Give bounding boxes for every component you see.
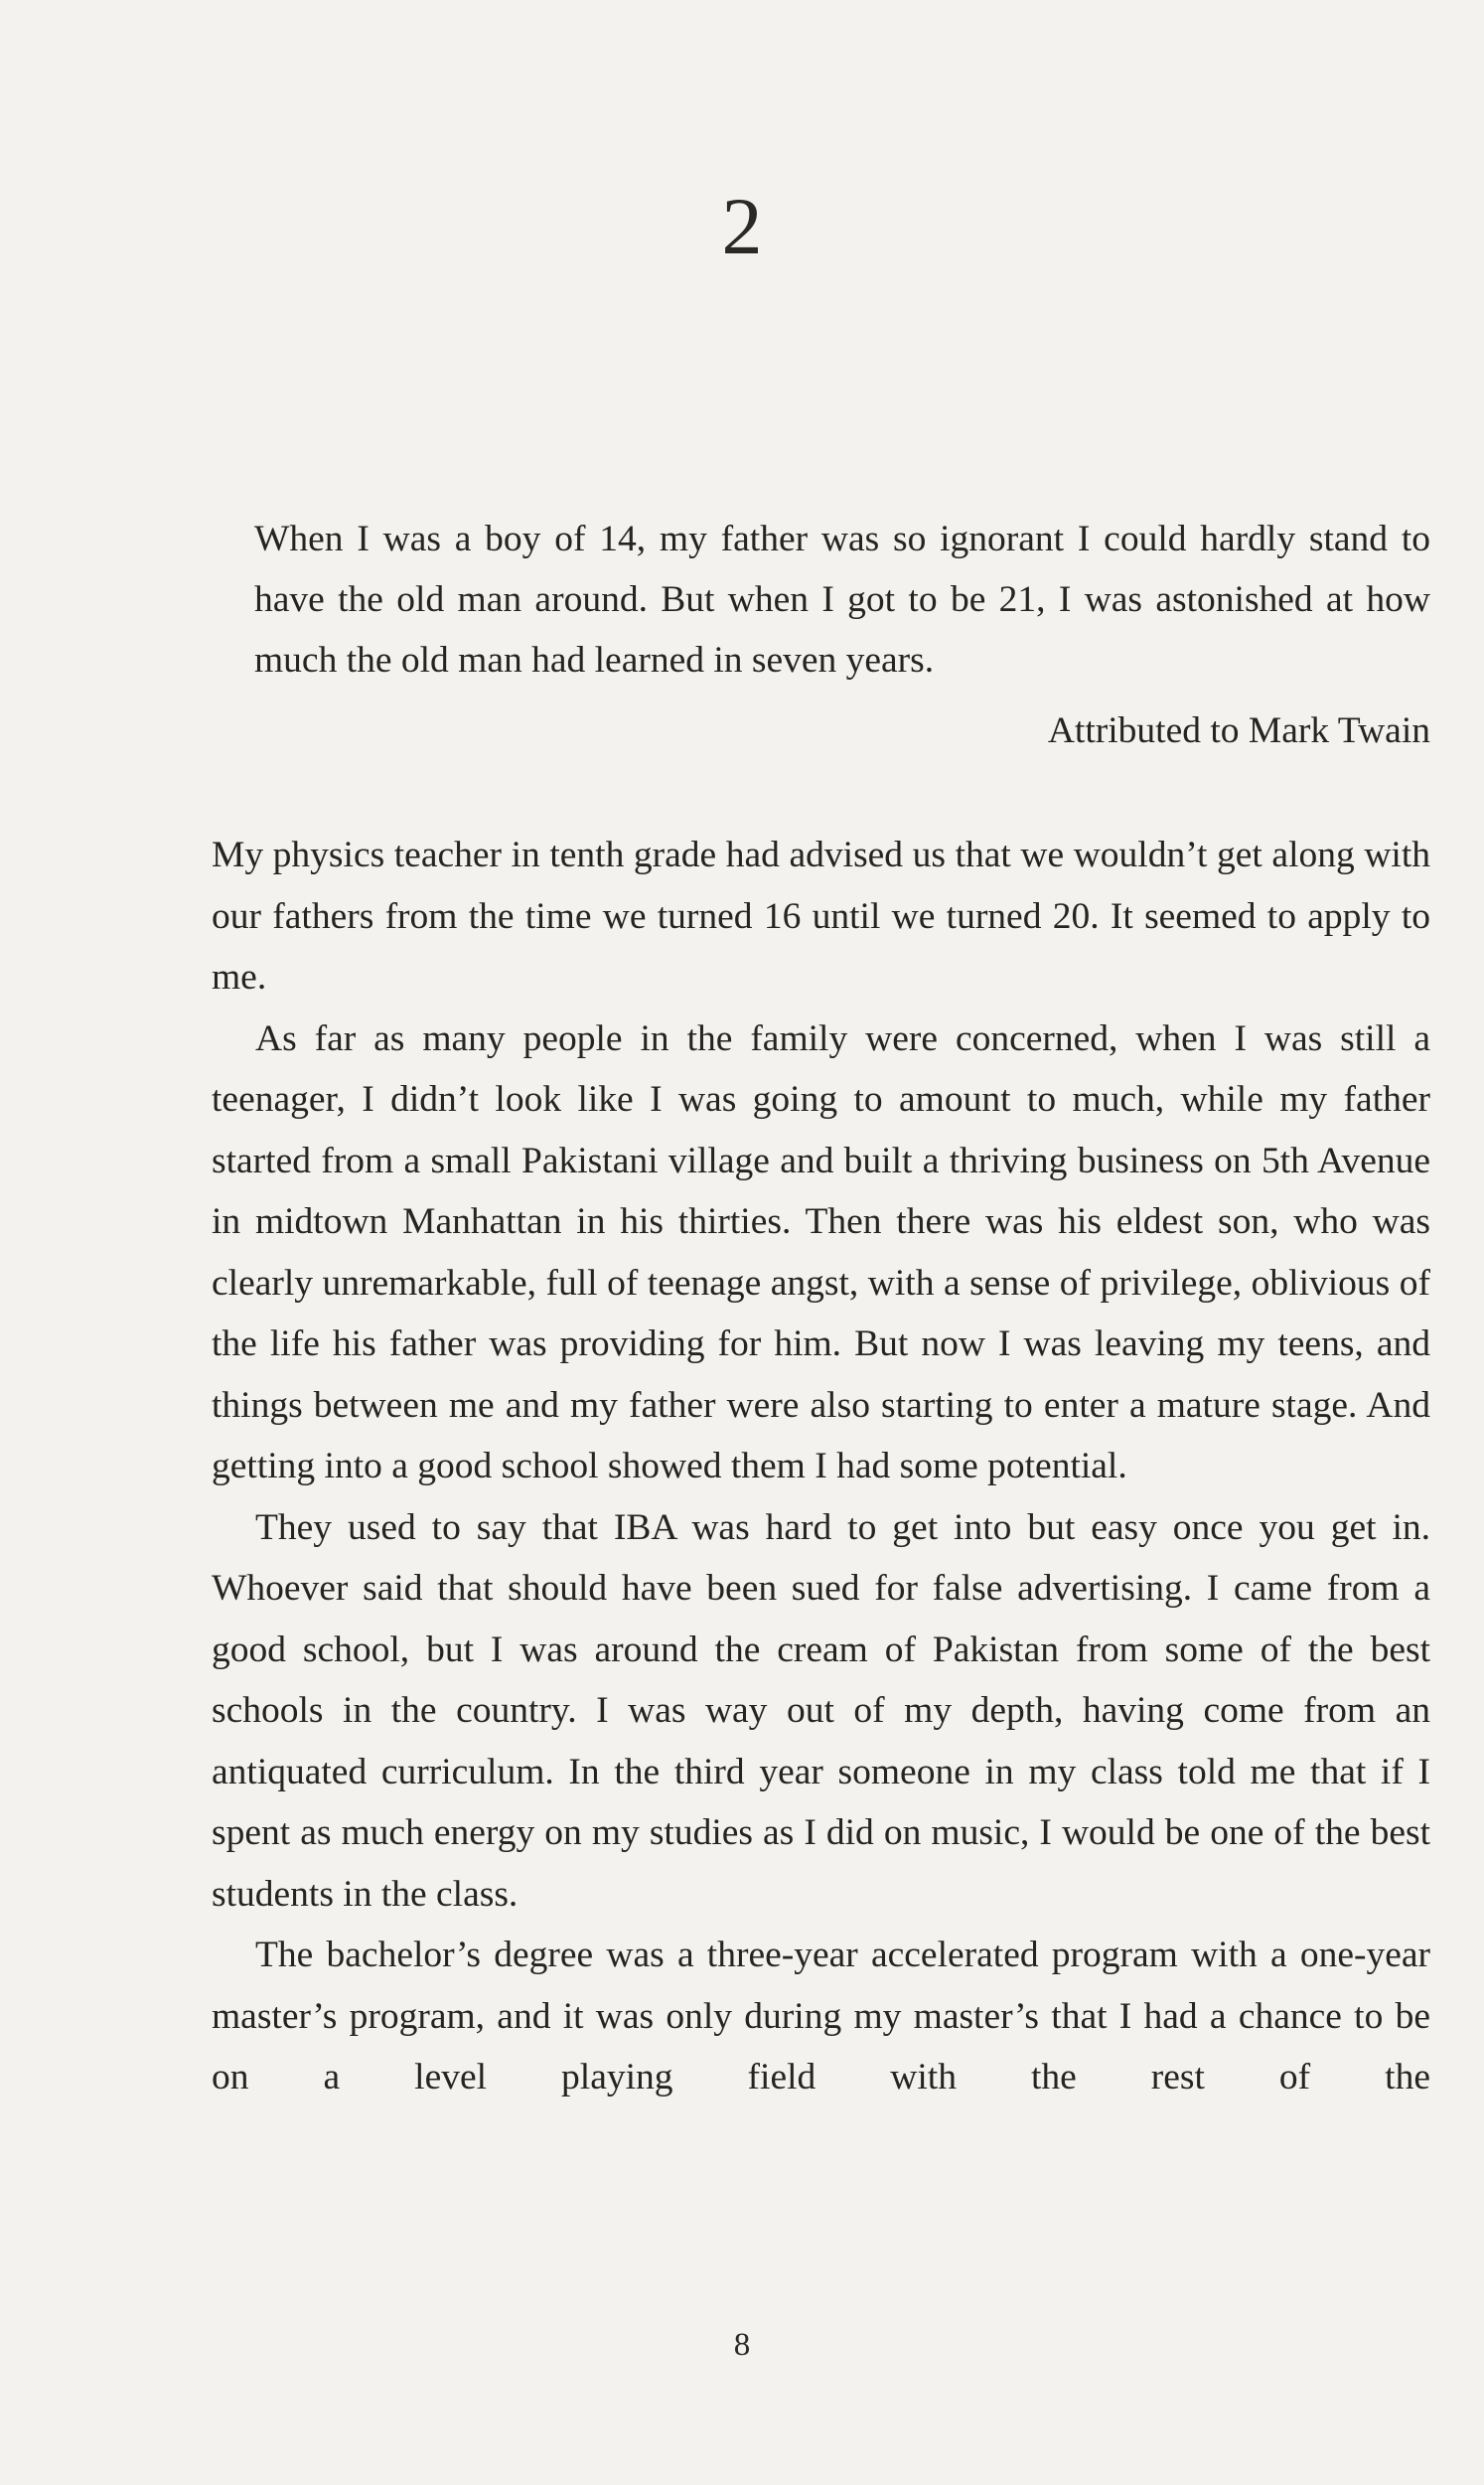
body-paragraph-3: They used to say that IBA was hard to get into but easy once you get in. Whoever said that should have been sued for false advertising. I came from a good school, but I was around the cream of Pakistan from some of the best schools in the country. I was way out of my depth, having come from an antiquated curriculum. In the third year someone in my class told me that if I spent as much energy on my studies as I did on music, I would be one of the best students in the class. (212, 1506, 1430, 1915)
body-paragraph-2: As far as many people in the family were concerned, when I was still a teenager, I didn’t look like I was going to amount to much, while my father started from a small Pakistani village and built a thriving business on 5th Avenue in midtown Manhattan in his thirties. Then there was his eldest son, who was clearly unremarkable, full of teenage angst, with a sense of privilege, oblivious of the life his father was providing for him. But now I was leaving my teens, and things between me and my father were also starting to enter a mature stage. And getting into a good school showed them I had some potential. (212, 1017, 1430, 1486)
body-text (212, 825, 1430, 2108)
epigraph-attribution: Attributed to Mark Twain (1047, 710, 1430, 751)
body-paragraph-1: My physics teacher in tenth grade had advised us that we wouldn’t get along with our fathers from the time we turned 16 until we turned 20. It seemed to apply to me. (212, 835, 1430, 998)
epigraph-quote: When I was a boy of 14, my father was so ignorant I could hardly stand to have the old man around. But when I got to be 21, I was astonished at how much the old man had learned in seven years. (254, 519, 1430, 681)
page-number: 8 (733, 2327, 751, 2363)
chapter-number: 2 (721, 181, 763, 271)
body-paragraph-4: The bachelor’s degree was a three-year accelerated program with a one-year master’s program, and it was only during my master’s that I had a chance to be on a level playing field with the rest of the (212, 1935, 1430, 2097)
epigraph (254, 509, 1430, 761)
